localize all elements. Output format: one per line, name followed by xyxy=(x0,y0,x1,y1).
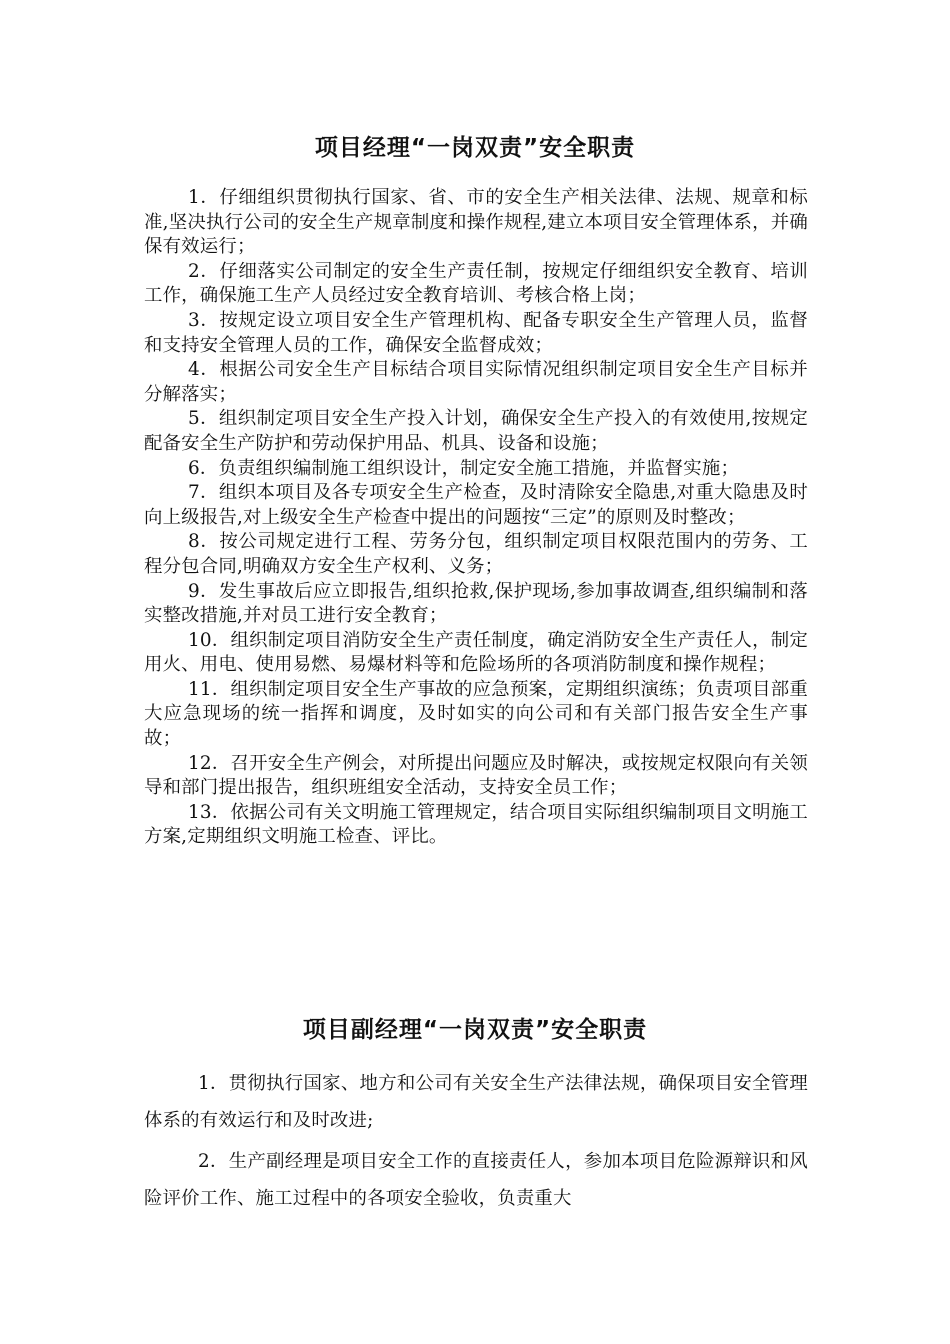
item-text: 10．组织制定项目消防安全生产责任制度，确定消防安全生产责任人，制定用火、用电、使用易燃、易爆材料等和危险场所的各项消防制度和操作规程； xyxy=(144,629,808,676)
section-title-project-manager: 项目经理“一岗双责”安全职责 xyxy=(314,135,636,161)
section-title-deputy-manager: 项目副经理“一岗双责”安全职责 xyxy=(302,1017,648,1043)
section-body-project-manager xyxy=(144,186,808,850)
item-text: 4．根据公司安全生产目标结合项目实际情况组织制定项目安全生产目标并分解落实； xyxy=(144,359,808,405)
list-item xyxy=(144,481,808,530)
item-text: 11．组织制定项目安全生产事故的应急预案，定期组织演练；负责项目部重大应急现场的统一指挥和调度，及时如实的向公司和有关部门报告安全生产事故； xyxy=(144,678,808,750)
section-body-deputy-manager xyxy=(144,1065,808,1221)
list-item xyxy=(144,801,808,850)
item-text: 9．发生事故后应立即报告,组织抢救,保护现场,参加事故调查,组织编制和落实整改措施,并对员工进行安全教育； xyxy=(144,580,808,627)
item-text: 8．按公司规定进行工程、劳务分包，组织制定项目权限范围内的劳务、工程分包合同,明确双方安全生产权利、义务； xyxy=(144,531,808,577)
list-item xyxy=(144,530,808,579)
list-item xyxy=(144,309,808,358)
list-item xyxy=(144,358,808,407)
item-text: 1．贯彻执行国家、地方和公司有关安全生产法律法规，确保项目安全管理体系的有效运行和及时改进; xyxy=(144,1073,808,1131)
item-text: 13．依据公司有关文明施工管理规定，结合项目实际组织编制项目文明施工方案,定期组织文明施工检查、评比。 xyxy=(144,801,808,848)
list-item xyxy=(144,186,808,260)
list-item xyxy=(144,407,808,456)
item-text: 7．组织本项目及各专项安全生产检查，及时清除安全隐患,对重大隐患及时向上级报告,对上级安全生产检查中提出的问题按“三定”的原则及时整改； xyxy=(144,482,808,528)
list-item xyxy=(144,580,808,629)
list-item xyxy=(144,457,808,482)
item-text: 12．召开安全生产例会，对所提出问题应及时解决，或按规定权限向有关领导和部门提出报告，组织班组安全活动，支持安全员工作； xyxy=(144,752,808,799)
list-item xyxy=(144,1065,808,1139)
item-text: 1．仔细组织贯彻执行国家、省、市的安全生产相关法律、法规、规章和标准,坚决执行公司的安全生产规章制度和操作规程,建立本项目安全管理体系，并确保有效运行； xyxy=(144,187,808,258)
list-item xyxy=(144,678,808,752)
list-item xyxy=(144,1143,808,1217)
list-item xyxy=(144,260,808,309)
item-text: 2．生产副经理是项目安全工作的直接责任人，参加本项目危险源辩识和风险评价工作、施工过程中的各项安全验收，负责重大 xyxy=(144,1151,808,1209)
item-text: 3．按规定设立项目安全生产管理机构、配备专职安全生产管理人员，监督和支持安全管理人员的工作，确保安全监督成效； xyxy=(144,309,808,356)
item-text: 5．组织制定项目安全生产投入计划，确保安全生产投入的有效使用,按规定配备安全生产防护和劳动保护用品、机具、设备和设施； xyxy=(144,408,808,454)
item-text: 6．负责组织编制施工组织设计，制定安全施工措施，并监督实施； xyxy=(188,457,740,479)
list-item xyxy=(144,752,808,801)
item-text: 2．仔细落实公司制定的安全生产责任制，按规定仔细组织安全教育、培训工作，确保施工生产人员经过安全教育培训、考核合格上岗； xyxy=(144,260,808,307)
list-item xyxy=(144,629,808,678)
